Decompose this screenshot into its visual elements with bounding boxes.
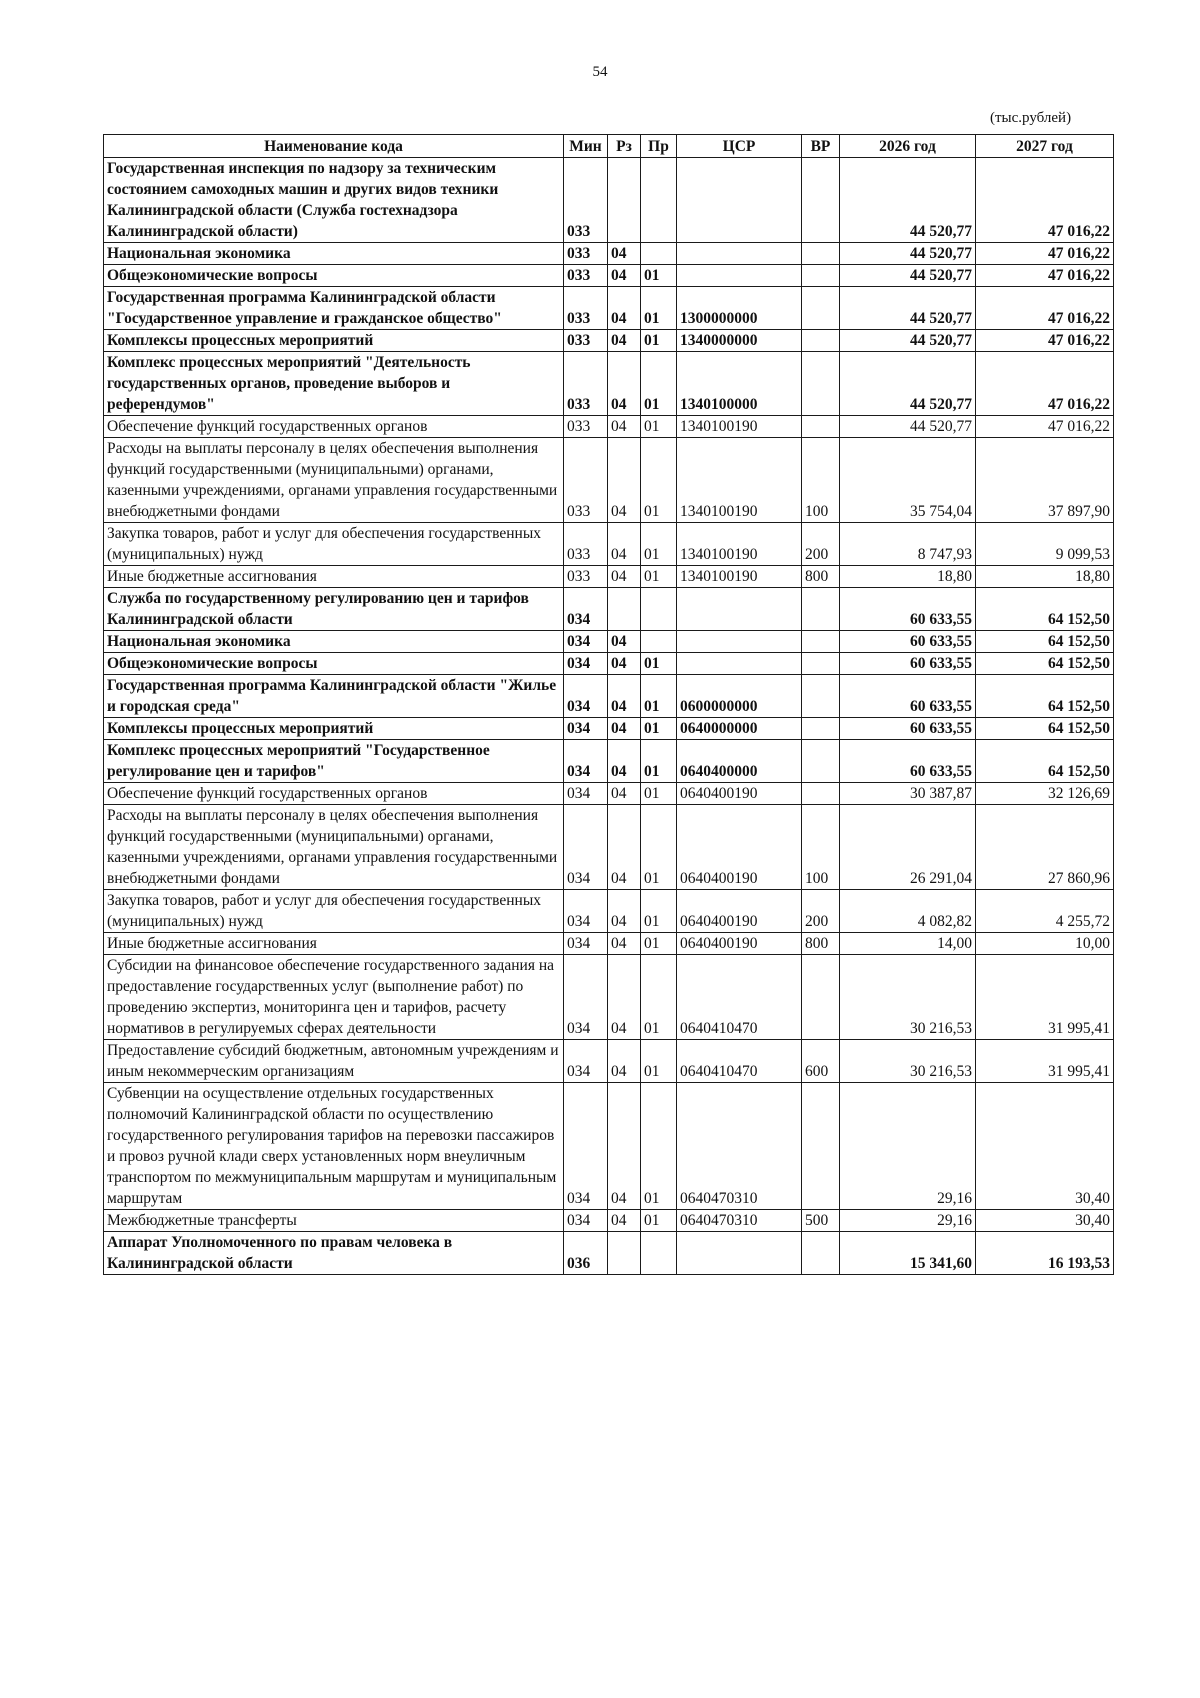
table-row [104,287,1114,330]
cell-year-2026: 60 633,55 [840,675,976,718]
cell-vr: 200 [802,890,840,933]
cell-year-2027: 47 016,22 [976,330,1114,352]
cell-year-2026: 30 387,87 [840,783,976,805]
cell-year-2026: 15 341,60 [840,1232,976,1275]
cell-year-2027: 47 016,22 [976,416,1114,438]
cell-min: 034 [564,933,608,955]
cell-vr [802,588,840,631]
table-row [104,416,1114,438]
page-number: 54 [592,64,608,80]
cell-year-2026: 26 291,04 [840,805,976,890]
cell-rz: 04 [608,783,641,805]
cell-year-2026: 44 520,77 [840,265,976,287]
cell-year-2026: 60 633,55 [840,653,976,675]
cell-min: 033 [564,566,608,588]
table-row [104,438,1114,523]
cell-year-2026: 44 520,77 [840,416,976,438]
cell-min: 033 [564,330,608,352]
table-row [104,330,1114,352]
header-csr: ЦСР [677,135,802,158]
cell-min: 034 [564,805,608,890]
table-row [104,933,1114,955]
cell-year-2027: 47 016,22 [976,352,1114,416]
cell-vr: 100 [802,805,840,890]
table-row [104,805,1114,890]
cell-rz [608,1232,641,1275]
cell-name: Субвенции на осуществление отдельных государственных полномочий Калининградской области по осуществлению государственного регулирования тарифов на перевозки пассажиров и провоз ручной клади сверх установленных норм внеуличным транспортом по межмуниципальным маршрутам и муниципальным маршрутам [104,1083,564,1210]
cell-rz: 04 [608,1210,641,1232]
cell-vr [802,158,840,243]
cell-min: 034 [564,675,608,718]
table-row [104,783,1114,805]
cell-year-2026: 44 520,77 [840,330,976,352]
cell-min: 033 [564,416,608,438]
cell-csr: 1340100190 [677,416,802,438]
table-row [104,352,1114,416]
cell-year-2026: 18,80 [840,566,976,588]
cell-min: 034 [564,1040,608,1083]
cell-vr [802,653,840,675]
cell-year-2026: 14,00 [840,933,976,955]
cell-pr: 01 [641,352,677,416]
units-label: (тыс.рублей) [990,110,1072,126]
cell-year-2027: 64 152,50 [976,631,1114,653]
cell-year-2027: 31 995,41 [976,1040,1114,1083]
cell-vr [802,675,840,718]
cell-year-2026: 44 520,77 [840,352,976,416]
cell-pr: 01 [641,566,677,588]
table-row [104,631,1114,653]
cell-csr: 1340100190 [677,523,802,566]
table-row [104,265,1114,287]
cell-rz [608,588,641,631]
cell-name: Закупка товаров, работ и услуг для обеспечения государственных (муниципальных) нужд [104,890,564,933]
cell-csr [677,158,802,243]
cell-min: 034 [564,740,608,783]
header-pr: Пр [641,135,677,158]
cell-min: 034 [564,955,608,1040]
header-row [104,135,1114,158]
table-row [104,1040,1114,1083]
cell-pr [641,1232,677,1275]
cell-min: 034 [564,1210,608,1232]
cell-rz: 04 [608,265,641,287]
cell-min: 034 [564,653,608,675]
cell-year-2027: 30,40 [976,1210,1114,1232]
budget-table [103,134,1114,1275]
cell-year-2027: 64 152,50 [976,718,1114,740]
cell-year-2027: 64 152,50 [976,675,1114,718]
cell-name: Комплекс процессных мероприятий "Государственное регулирование цен и тарифов" [104,740,564,783]
cell-pr: 01 [641,805,677,890]
cell-csr: 1340000000 [677,330,802,352]
table-row [104,653,1114,675]
cell-name: Государственная программа Калининградской области "Жилье и городская среда" [104,675,564,718]
cell-pr: 01 [641,1210,677,1232]
cell-csr: 1340100190 [677,438,802,523]
cell-vr: 200 [802,523,840,566]
cell-year-2026: 29,16 [840,1210,976,1232]
cell-vr [802,1232,840,1275]
table-row [104,675,1114,718]
cell-csr: 1300000000 [677,287,802,330]
cell-csr [677,265,802,287]
cell-min: 036 [564,1232,608,1275]
cell-name: Общеэкономические вопросы [104,265,564,287]
cell-pr: 01 [641,783,677,805]
cell-vr [802,631,840,653]
cell-vr [802,243,840,265]
cell-year-2026: 44 520,77 [840,287,976,330]
cell-name: Расходы на выплаты персоналу в целях обеспечения выполнения функций государственными (муниципальными) органами, казенными учреждениями, органами управления государственными внебюджетными фондами [104,438,564,523]
table-row [104,523,1114,566]
cell-rz: 04 [608,566,641,588]
cell-name: Закупка товаров, работ и услуг для обеспечения государственных (муниципальных) нужд [104,523,564,566]
cell-csr: 0640400190 [677,783,802,805]
cell-name: Общеэкономические вопросы [104,653,564,675]
cell-csr [677,653,802,675]
cell-pr: 01 [641,933,677,955]
cell-pr: 01 [641,330,677,352]
cell-csr [677,588,802,631]
cell-pr: 01 [641,438,677,523]
cell-vr [802,740,840,783]
header-2027: 2027 год [976,135,1114,158]
cell-vr [802,330,840,352]
cell-pr: 01 [641,1083,677,1210]
cell-year-2027: 9 099,53 [976,523,1114,566]
cell-vr [802,287,840,330]
cell-min: 034 [564,718,608,740]
cell-csr: 0640470310 [677,1083,802,1210]
cell-csr: 0640470310 [677,1210,802,1232]
cell-pr: 01 [641,890,677,933]
cell-pr: 01 [641,265,677,287]
cell-year-2027: 64 152,50 [976,588,1114,631]
table-row [104,955,1114,1040]
cell-min: 033 [564,287,608,330]
cell-csr: 0640400190 [677,933,802,955]
cell-year-2027: 37 897,90 [976,438,1114,523]
cell-csr: 0640400190 [677,805,802,890]
header-name: Наименование кода [104,135,564,158]
cell-name: Служба по государственному регулированию цен и тарифов Калининградской области [104,588,564,631]
cell-vr: 100 [802,438,840,523]
cell-vr [802,783,840,805]
cell-min: 034 [564,890,608,933]
header-min: Мин [564,135,608,158]
cell-name: Национальная экономика [104,243,564,265]
cell-vr [802,718,840,740]
cell-year-2026: 30 216,53 [840,955,976,1040]
cell-pr: 01 [641,416,677,438]
cell-min: 033 [564,158,608,243]
cell-rz [608,158,641,243]
cell-year-2027: 47 016,22 [976,158,1114,243]
cell-year-2027: 32 126,69 [976,783,1114,805]
cell-year-2026: 60 633,55 [840,718,976,740]
cell-csr: 0640410470 [677,955,802,1040]
cell-vr [802,416,840,438]
cell-min: 034 [564,588,608,631]
cell-rz: 04 [608,523,641,566]
cell-name: Аппарат Уполномоченного по правам человека в Калининградской области [104,1232,564,1275]
cell-name: Расходы на выплаты персоналу в целях обеспечения выполнения функций государственными (муниципальными) органами, казенными учреждениями, органами управления государственными внебюджетными фондами [104,805,564,890]
cell-name: Предоставление субсидий бюджетным, автономным учреждениям и иным некоммерческим организациям [104,1040,564,1083]
cell-name: Национальная экономика [104,631,564,653]
cell-name: Иные бюджетные ассигнования [104,566,564,588]
cell-vr: 800 [802,566,840,588]
cell-rz: 04 [608,438,641,523]
cell-min: 033 [564,523,608,566]
cell-year-2027: 47 016,22 [976,287,1114,330]
cell-pr [641,158,677,243]
cell-year-2026: 30 216,53 [840,1040,976,1083]
cell-rz: 04 [608,718,641,740]
header-2026: 2026 год [840,135,976,158]
cell-name: Межбюджетные трансферты [104,1210,564,1232]
cell-vr [802,265,840,287]
cell-csr: 0640400190 [677,890,802,933]
cell-pr: 01 [641,653,677,675]
cell-rz: 04 [608,416,641,438]
cell-min: 033 [564,438,608,523]
table-row [104,243,1114,265]
cell-csr: 1340100190 [677,566,802,588]
cell-year-2026: 60 633,55 [840,588,976,631]
cell-pr: 01 [641,523,677,566]
cell-year-2026: 4 082,82 [840,890,976,933]
cell-csr: 0640410470 [677,1040,802,1083]
table-row [104,566,1114,588]
cell-rz: 04 [608,1083,641,1210]
cell-year-2027: 4 255,72 [976,890,1114,933]
cell-vr [802,352,840,416]
cell-rz: 04 [608,653,641,675]
table-row [104,588,1114,631]
cell-rz: 04 [608,740,641,783]
table-row [104,158,1114,243]
cell-year-2027: 16 193,53 [976,1232,1114,1275]
cell-year-2027: 64 152,50 [976,740,1114,783]
cell-csr [677,1232,802,1275]
cell-year-2027: 47 016,22 [976,243,1114,265]
cell-min: 034 [564,783,608,805]
table-row [104,890,1114,933]
cell-name: Обеспечение функций государственных органов [104,416,564,438]
cell-rz: 04 [608,243,641,265]
cell-name: Государственная программа Калининградской области "Государственное управление и гражданское общество" [104,287,564,330]
cell-rz: 04 [608,890,641,933]
table-row [104,1210,1114,1232]
cell-year-2027: 27 860,96 [976,805,1114,890]
cell-year-2026: 60 633,55 [840,631,976,653]
cell-rz: 04 [608,675,641,718]
cell-name: Комплексы процессных мероприятий [104,718,564,740]
cell-year-2027: 10,00 [976,933,1114,955]
cell-min: 034 [564,631,608,653]
table-row [104,740,1114,783]
cell-vr: 500 [802,1210,840,1232]
cell-csr: 0640000000 [677,718,802,740]
cell-rz: 04 [608,287,641,330]
cell-name: Субсидии на финансовое обеспечение государственного задания на предоставление государственных услуг (выполнение работ) по проведению экспертиз, мониторинга цен и тарифов, расчету нормативов в регулируемых сферах деятельности [104,955,564,1040]
cell-name: Иные бюджетные ассигнования [104,933,564,955]
cell-csr: 0640400000 [677,740,802,783]
cell-year-2026: 60 633,55 [840,740,976,783]
cell-csr [677,631,802,653]
cell-pr: 01 [641,740,677,783]
cell-rz: 04 [608,955,641,1040]
cell-rz: 04 [608,805,641,890]
cell-csr: 0600000000 [677,675,802,718]
table-row [104,1232,1114,1275]
cell-csr [677,243,802,265]
cell-year-2026: 44 520,77 [840,243,976,265]
header-vr: ВР [802,135,840,158]
cell-year-2026: 44 520,77 [840,158,976,243]
cell-name: Обеспечение функций государственных органов [104,783,564,805]
cell-pr [641,588,677,631]
cell-year-2027: 47 016,22 [976,265,1114,287]
cell-rz: 04 [608,1040,641,1083]
cell-year-2026: 8 747,93 [840,523,976,566]
cell-pr [641,631,677,653]
cell-min: 033 [564,265,608,287]
cell-csr: 1340100000 [677,352,802,416]
cell-vr [802,1083,840,1210]
cell-pr: 01 [641,955,677,1040]
cell-name: Комплекс процессных мероприятий "Деятельность государственных органов, проведение выборов и референдумов" [104,352,564,416]
cell-pr: 01 [641,1040,677,1083]
cell-year-2027: 31 995,41 [976,955,1114,1040]
cell-rz: 04 [608,330,641,352]
cell-year-2027: 30,40 [976,1083,1114,1210]
cell-min: 033 [564,352,608,416]
table-row [104,718,1114,740]
cell-pr: 01 [641,287,677,330]
cell-vr [802,955,840,1040]
cell-vr: 600 [802,1040,840,1083]
cell-pr [641,243,677,265]
cell-year-2027: 64 152,50 [976,653,1114,675]
cell-name: Государственная инспекция по надзору за техническим состоянием самоходных машин и других видов техники Калининградской области (Служба гостехнадзора Калининградской области) [104,158,564,243]
cell-rz: 04 [608,631,641,653]
cell-year-2027: 18,80 [976,566,1114,588]
cell-vr: 800 [802,933,840,955]
cell-pr: 01 [641,675,677,718]
cell-rz: 04 [608,352,641,416]
cell-rz: 04 [608,933,641,955]
table-row [104,1083,1114,1210]
cell-min: 033 [564,243,608,265]
cell-name: Комплексы процессных мероприятий [104,330,564,352]
cell-min: 034 [564,1083,608,1210]
cell-year-2026: 35 754,04 [840,438,976,523]
header-rz: Рз [608,135,641,158]
cell-pr: 01 [641,718,677,740]
cell-year-2026: 29,16 [840,1083,976,1210]
